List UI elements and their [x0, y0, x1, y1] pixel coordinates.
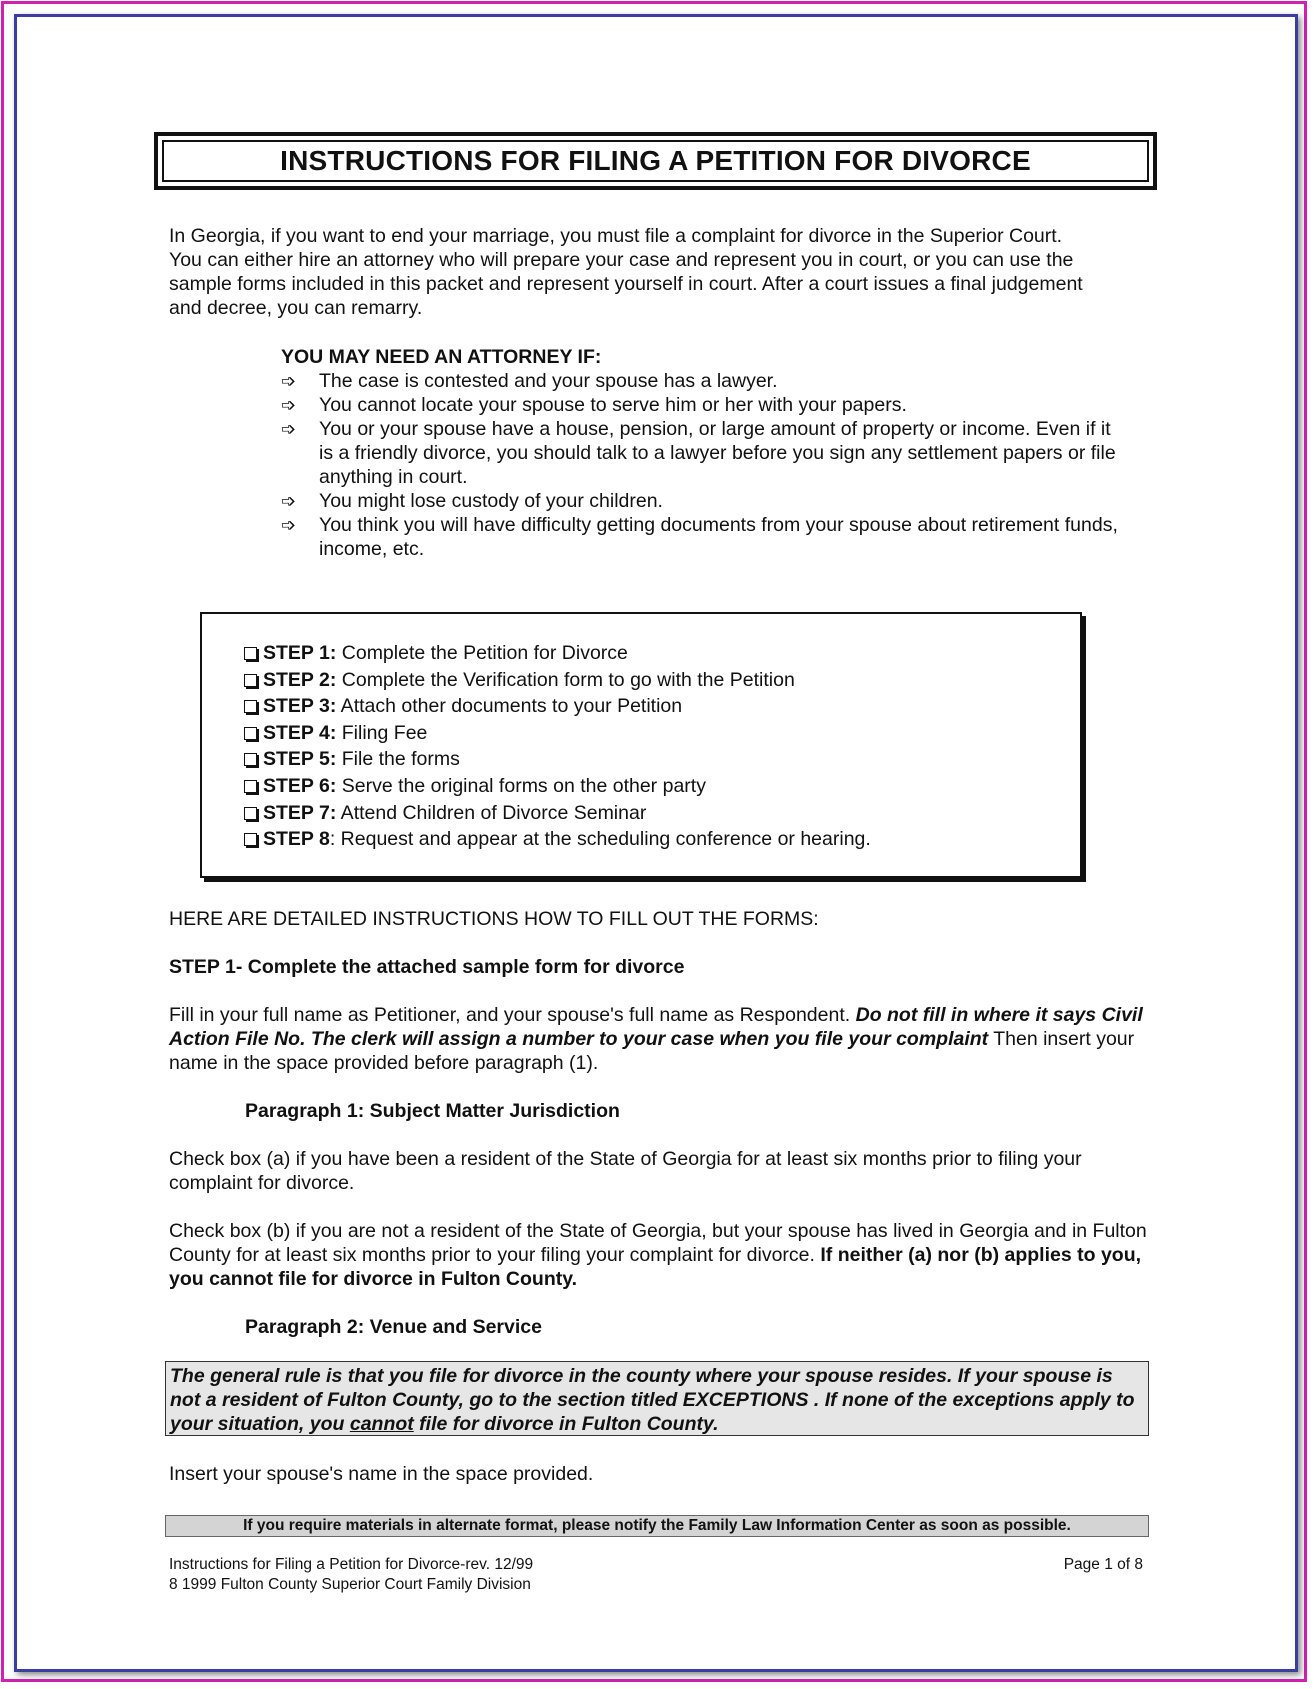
venue-callout — [165, 1361, 1149, 1436]
step-text: Attach other documents to your Petition — [336, 695, 683, 718]
footer-doc-name: Instructions for Filing a Petition for Divorce-rev. 12/99 — [169, 1556, 534, 1573]
steps-list — [244, 640, 871, 853]
footer-copyright: 8 1999 Fulton County Superior Court Family Division — [169, 1576, 531, 1593]
step-label: STEP 5: — [263, 748, 337, 771]
step-text: Attend Children of Divorce Seminar — [336, 801, 647, 824]
step-text: Complete the Verification form to go with the Petition — [336, 668, 795, 691]
checkbox-icon — [244, 727, 257, 740]
intro-line: In Georgia, if you want to end your marriage, you must file a complaint for divorce in the Superior Court. — [169, 225, 1063, 247]
page-title: INSTRUCTIONS FOR FILING A PETITION FOR DIVORCE — [162, 140, 1149, 182]
step-label: STEP 4: — [263, 721, 337, 744]
detailed-heading: HERE ARE DETAILED INSTRUCTIONS HOW TO FILL OUT THE FORMS: — [169, 908, 819, 930]
checkbox-icon — [244, 753, 257, 766]
step-label: STEP 6: — [263, 774, 337, 797]
checkbox-icon — [244, 833, 257, 846]
attorney-item-text: You cannot locate your spouse to serve him or her with your papers. — [319, 394, 907, 416]
step-item — [244, 720, 871, 747]
check-b-paragraph — [169, 1219, 1149, 1291]
arrow-right-outline-icon: ➩ — [281, 371, 297, 391]
step-label: STEP 8 — [263, 828, 330, 851]
callout-text-end: file for divorce in Fulton County. — [413, 1413, 719, 1435]
callout-text: The general rule is that you file for divorce in the county where your spouse resides. If your spouse is not a resident of Fulton County, go to the section titled EXCEPTIONS . If none of the exceptions apply to your situation, you — [170, 1365, 1135, 1435]
intro-line: sample forms included in this packet and represent yourself in court. After a court issues a final judgement — [169, 273, 1083, 295]
steps-checklist-box — [200, 612, 1082, 878]
callout-emphasis: cannot — [349, 1413, 414, 1435]
title-box — [154, 132, 1157, 190]
attorney-item — [281, 489, 1121, 513]
arrow-right-outline-icon: ➩ — [281, 419, 297, 439]
paragraph1-heading: Paragraph 1: Subject Matter Jurisdiction — [245, 1100, 620, 1122]
step-text: : Request and appear at the scheduling conference or hearing. — [329, 828, 871, 851]
step-item — [244, 667, 871, 694]
attorney-item — [281, 393, 1121, 417]
attorney-item — [281, 513, 1121, 561]
checkbox-icon — [244, 674, 257, 687]
paragraph2-heading: Paragraph 2: Venue and Service — [245, 1316, 542, 1338]
footer-page-number: Page 1 of 8 — [1063, 1556, 1143, 1573]
attorney-heading: YOU MAY NEED AN ATTORNEY IF: — [281, 346, 602, 368]
arrow-right-outline-icon: ➩ — [281, 395, 297, 415]
arrow-right-outline-icon: ➩ — [281, 491, 297, 511]
intro-line: and decree, you can remarry. — [169, 297, 423, 319]
step-item — [244, 826, 871, 853]
alternate-format-notice: If you require materials in alternate format, please notify the Family Law Information Center as soon as possible. — [165, 1515, 1149, 1537]
step1-heading: STEP 1- Complete the attached sample form for divorce — [169, 956, 685, 978]
step-label: STEP 2: — [263, 668, 337, 691]
checkbox-icon — [244, 700, 257, 713]
attorney-item — [281, 417, 1121, 489]
step-label: STEP 1: — [263, 642, 337, 664]
fill-in-text-end: Then insert your name in the space provided before paragraph (1). — [169, 1028, 1135, 1074]
intro-line: You can either hire an attorney who will prepare your case and represent you in court, or you can use the — [169, 249, 1074, 271]
check-b-warning: If neither (a) nor (b) applies to you, you cannot file for divorce in Fulton County. — [169, 1244, 1142, 1290]
arrow-right-outline-icon: ➩ — [281, 515, 297, 535]
fill-in-warning: Do not fill in where it says Civil Action File No. The clerk will assign a number to your case when you file your complaint — [169, 1004, 1143, 1050]
attorney-item-text: The case is contested and your spouse has a lawyer. — [319, 370, 778, 392]
step-item — [244, 640, 871, 667]
fill-in-text: Fill in your full name as Petitioner, and your spouse's full name as Respondent. — [169, 1004, 856, 1026]
step-item — [244, 693, 871, 720]
fill-in-paragraph — [169, 1003, 1149, 1075]
step-item — [244, 800, 871, 827]
attorney-item — [281, 369, 1121, 393]
step-text: Complete the Petition for Divorce — [336, 642, 628, 664]
attorney-item-text: You might lose custody of your children. — [319, 490, 663, 512]
attorney-item-text: You or your spouse have a house, pension, or large amount of property or income. Even if it is a friendly divorce, you should talk to a lawyer before you sign any settlement papers or file anything in court. — [319, 418, 1116, 488]
step-text: Serve the original forms on the other party — [336, 774, 706, 797]
step-label: STEP 3: — [263, 695, 337, 718]
checkbox-icon — [244, 807, 257, 820]
step-item — [244, 773, 871, 800]
checkbox-icon — [244, 647, 257, 660]
check-a-paragraph: Check box (a) if you have been a resident of the State of Georgia for at least six months prior to filing your complaint for divorce. — [169, 1148, 1082, 1194]
attorney-item-text: You think you will have difficulty getting documents from your spouse about retirement funds, income, etc. — [319, 514, 1118, 560]
step-text: Filing Fee — [336, 721, 428, 744]
step-label: STEP 7: — [263, 801, 337, 824]
insert-spouse-paragraph: Insert your spouse's name in the space provided. — [169, 1463, 594, 1485]
step-item — [244, 746, 871, 773]
check-b-text: Check box (b) if you are not a resident of the State of Georgia, but your spouse has lived in Georgia and in Fulton County for at least six months prior to your filing your complaint for divorce. — [169, 1220, 1147, 1266]
attorney-section — [281, 345, 1121, 561]
step-text: File the forms — [336, 748, 460, 771]
intro-paragraph — [169, 224, 1149, 320]
checkbox-icon — [244, 780, 257, 793]
